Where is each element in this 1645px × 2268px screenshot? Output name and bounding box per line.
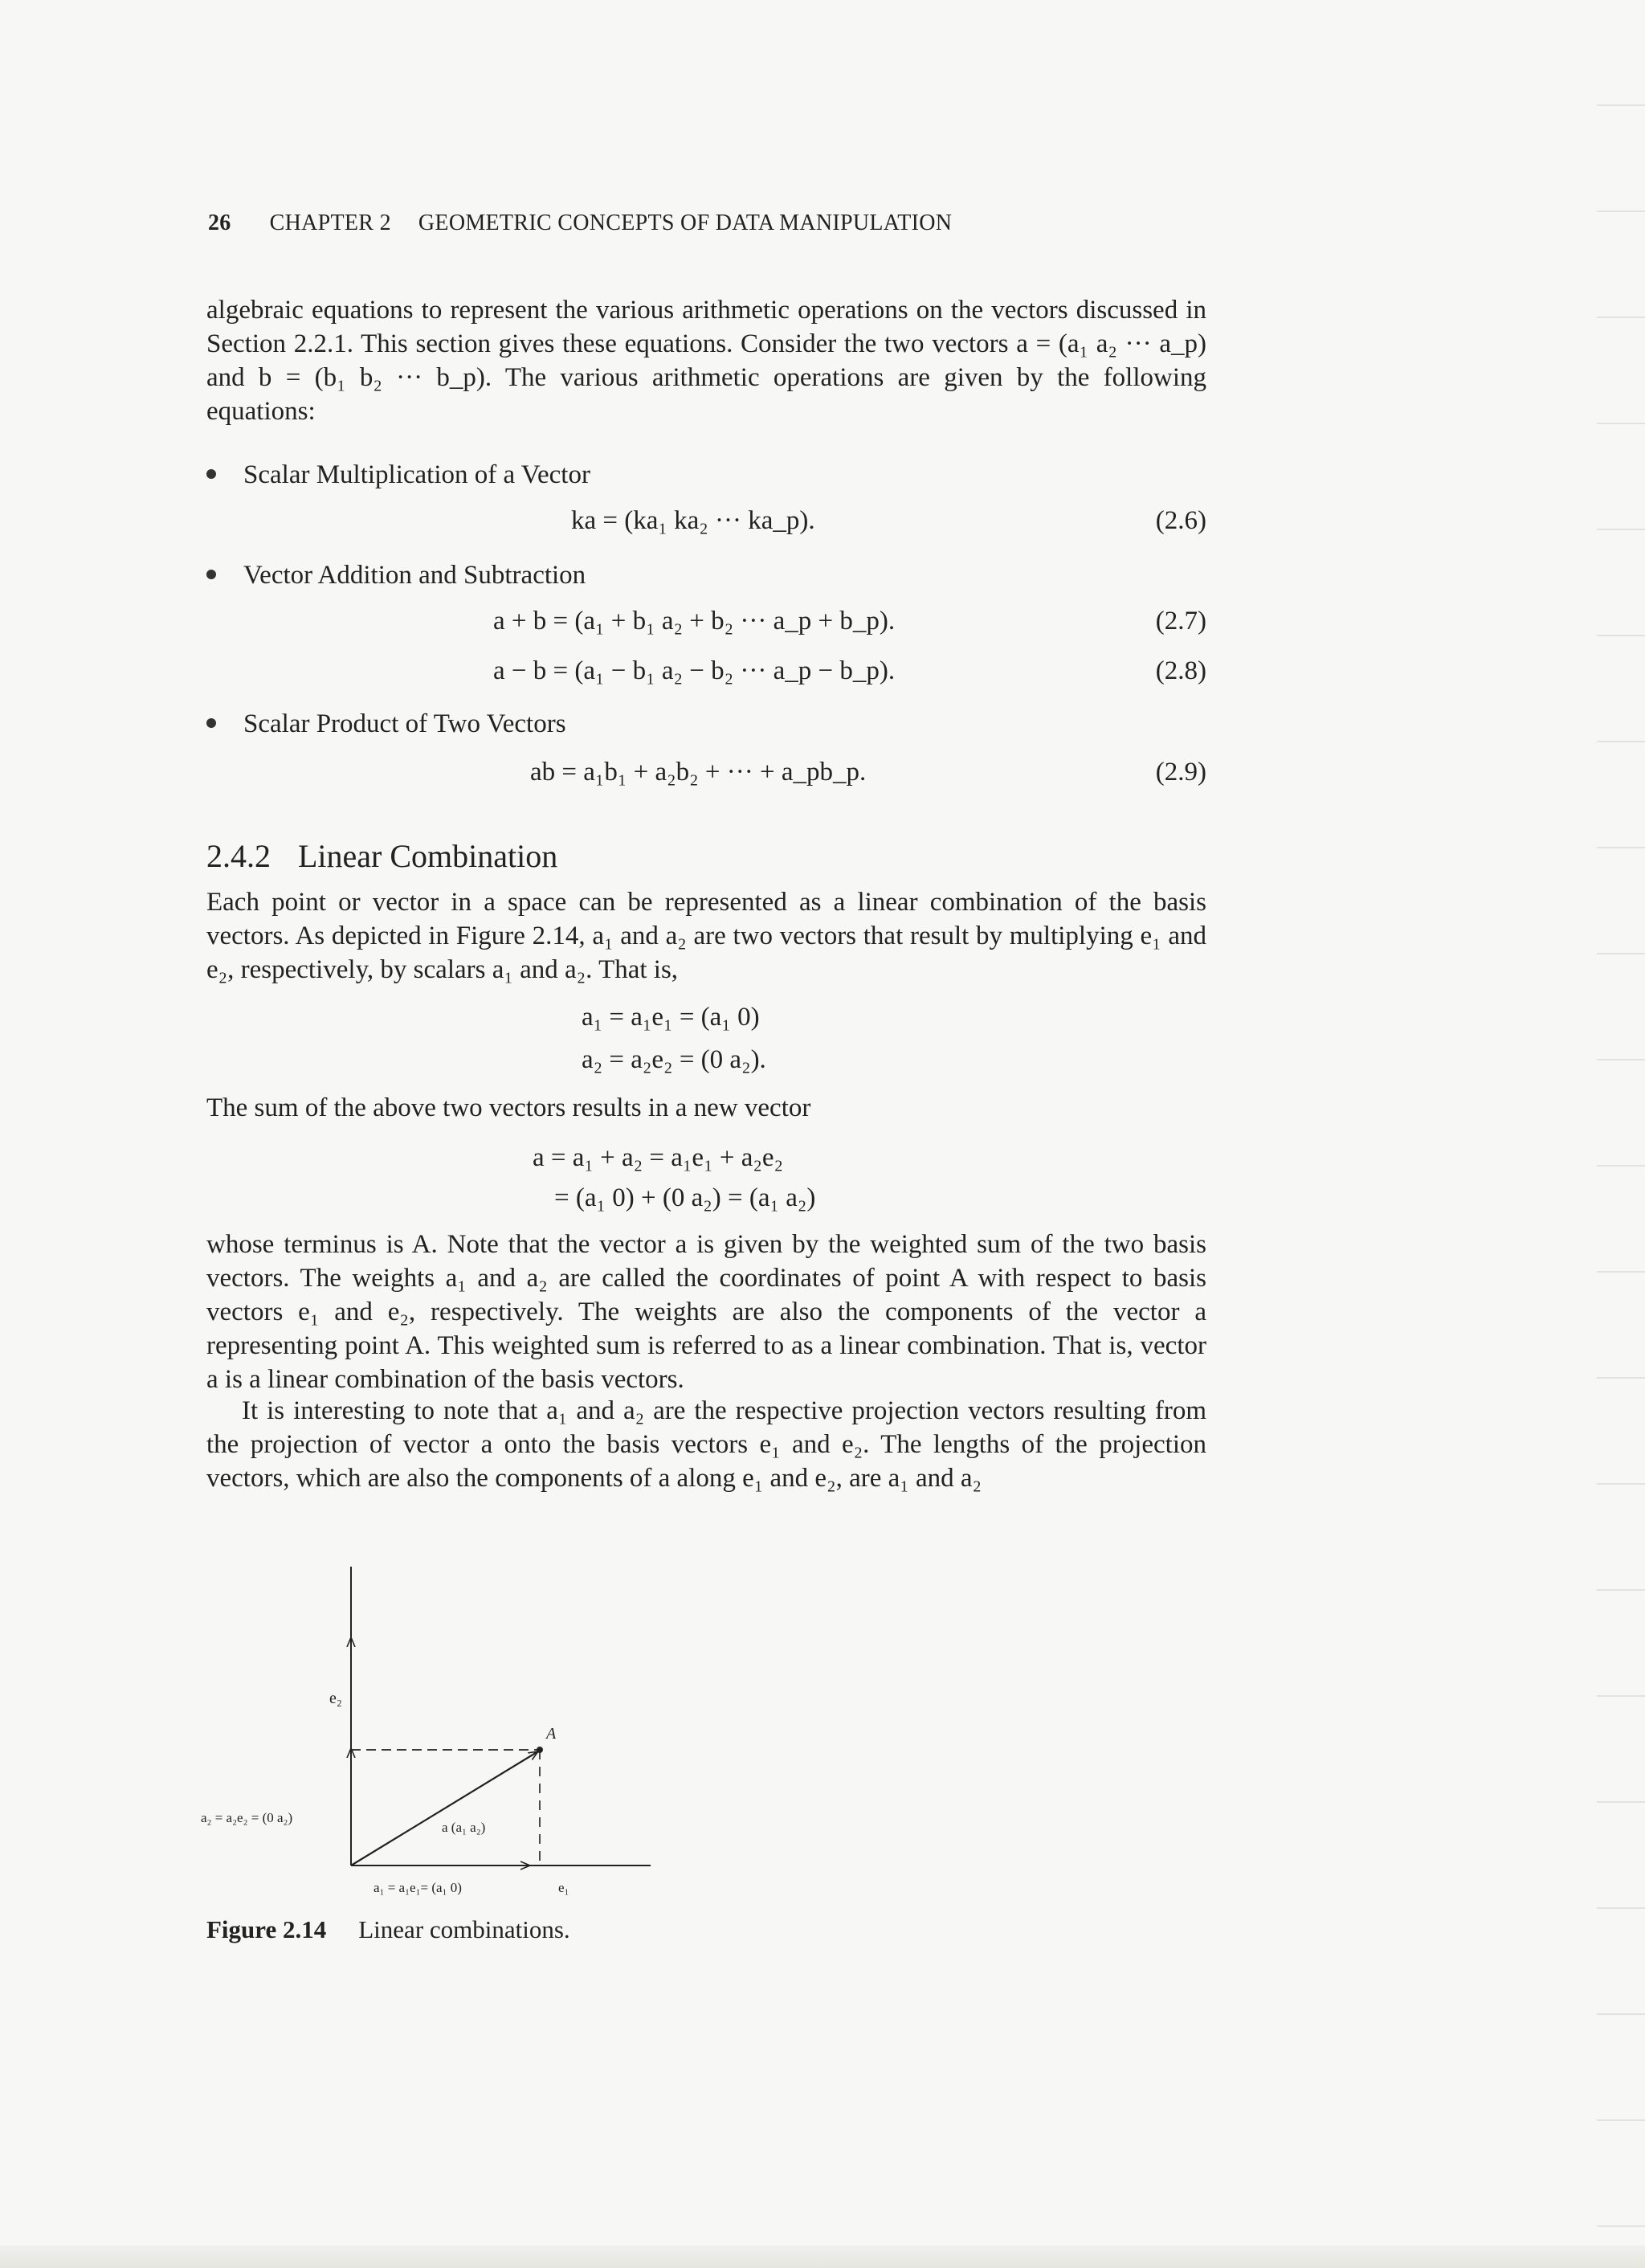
label-e2: e₂ bbox=[329, 1690, 342, 1707]
equation-a1: a₁ = a₁e₁ = (a₁ 0) bbox=[582, 1003, 760, 1032]
equation-sum-line-1: a = a₁ + a₂ = a₁e₁ + a₂e₂ bbox=[533, 1143, 784, 1172]
equation-2-7: a + b = (a₁ + b₁ a₂ + b₂ ··· a_p + b_p). bbox=[493, 607, 896, 635]
bullet-scalar-multiplication: Scalar Multiplication of a Vector bbox=[206, 458, 590, 492]
label-vector-a: a (a₁ a₂) bbox=[442, 1820, 486, 1835]
body-paragraph-2: The sum of the above two vectors results in a new vector bbox=[206, 1093, 811, 1122]
equation-2-9: ab = a₁b₁ + a₂b₂ + ··· + a_pb_p. bbox=[530, 758, 867, 787]
section-title: Linear Combination bbox=[298, 838, 558, 874]
vector-a-arrow bbox=[351, 1751, 538, 1865]
chapter-label: CHAPTER 2 bbox=[269, 210, 391, 235]
chapter-title: GEOMETRIC CONCEPTS OF DATA MANIPULATION bbox=[418, 210, 953, 235]
equation-number-2-7: (2.7) bbox=[1155, 607, 1206, 635]
body-paragraph-4: It is interesting to note that a₁ and a₂ are the respective projection vectors resulting from the projection of vector a onto the basis vectors e₁ and e₂. The lengths of the projection vectors, which are also the components of a along e₁ and e₂, are a₁ and a₂ bbox=[206, 1396, 1206, 1493]
scan-bottom-band bbox=[0, 2246, 1645, 2268]
label-a1-formula: a₁ = a₁e₁= (a₁ 0) bbox=[373, 1880, 462, 1895]
equation-number-2-6: (2.6) bbox=[1155, 506, 1206, 535]
label-a2-formula: a₂ = a₂e₂ = (0 a₂) bbox=[201, 1810, 293, 1825]
point-A-marker bbox=[537, 1747, 543, 1753]
figure-linear-combinations bbox=[193, 1567, 675, 1904]
equation-sum-line-2: = (a₁ 0) + (0 a₂) = (a₁ a₂) bbox=[554, 1183, 816, 1212]
bullet-vector-addition-subtraction: Vector Addition and Subtraction bbox=[206, 558, 586, 592]
page-number: 26 bbox=[208, 210, 231, 235]
figure-caption-text: Linear combinations. bbox=[358, 1915, 570, 1943]
bullet-dot bbox=[206, 469, 216, 479]
equation-number-2-8: (2.8) bbox=[1155, 656, 1206, 685]
equation-a2: a₂ = a₂e₂ = (0 a₂). bbox=[582, 1045, 766, 1074]
page-edge-scan-artifact bbox=[1597, 0, 1645, 2268]
bullet-dot bbox=[206, 718, 216, 728]
section-heading bbox=[206, 837, 557, 876]
running-header bbox=[208, 210, 952, 236]
figure-caption-label: Figure 2.14 bbox=[206, 1915, 327, 1943]
equation-number-2-9: (2.9) bbox=[1155, 758, 1206, 787]
body-paragraph-3: whose terminus is A. Note that the vector a is given by the weighted sum of the two basis vectors. The weights a₁ and a₂ are called the coordinates of point A with respect to basis vectors e₁ and e₂, respectively. The weights are also the components of the vector a representing point A. This weighted sum is referred to as a linear combination. That is, vector a is a linear combination of the basis vectors. bbox=[206, 1230, 1206, 1394]
bullet-scalar-product: Scalar Product of Two Vectors bbox=[206, 707, 566, 741]
figure-caption bbox=[206, 1915, 570, 1944]
intro-paragraph: algebraic equations to represent the various arithmetic operations on the vectors discussed in Section 2.2.1. This section gives these equations. Consider the two vectors a = (a₁ a₂ ··· a_p) and b = (b₁ b₂ ··· b_p). The various arithmetic operations are given by the following equations: bbox=[206, 296, 1206, 426]
section-number: 2.4.2 bbox=[206, 838, 271, 874]
bullet-dot bbox=[206, 570, 216, 579]
equation-2-6: ka = (ka₁ ka₂ ··· ka_p). bbox=[571, 506, 815, 535]
body-paragraph-1: Each point or vector in a space can be represented as a linear combination of the basis vectors. As depicted in Figure 2.14, a₁ and a₂ are two vectors that result by multiplying e₁ and e₂, respectively, by scalars a₁ and a₂. That is, bbox=[206, 888, 1206, 984]
label-e1: e₁ bbox=[558, 1880, 569, 1895]
equation-2-8: a − b = (a₁ − b₁ a₂ − b₂ ··· a_p − b_p). bbox=[493, 656, 896, 685]
label-point-A: A bbox=[546, 1725, 557, 1743]
